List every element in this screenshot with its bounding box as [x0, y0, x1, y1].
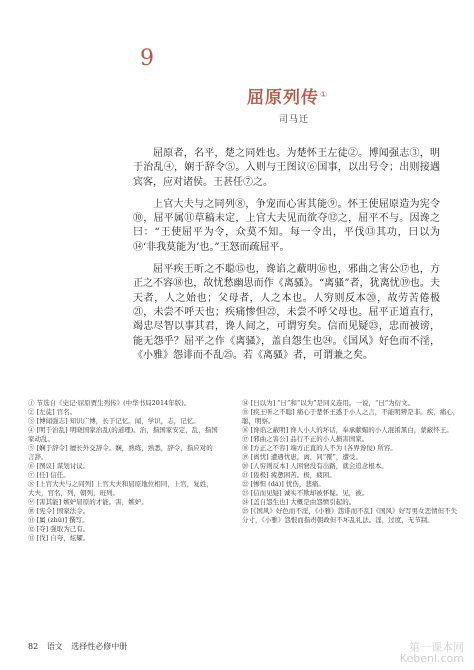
paragraph-3: 屈平疾王听之不聪⑮也，谗谄之蔽明⑯也，邪曲之害公⑰也，方正之不容⑱也，故忧愁幽思而作《离骚》。“离骚”者，犹离忧⑲也。夫天者，人之始也；父母者，人之本也。人穷则反本⑳，故劳苦倦极㉑，未尝不呼天也；疾痛惨怛㉒，未尝不呼父母也。屈平正道直行，竭忠尽智以事其君，谗人间之，可谓穷矣。信而见疑㉓，忠而被谤，能无怨乎？屈平之作《离骚》，盖自怨生也㉔。《国风》好色而不淫，《小雅》怨诽而不乱㉕。若《离骚》者，可谓兼之矣。 — [133, 264, 440, 361]
footnote-item: ④ [明于治乱] 明晓国家治乱(的道理)。治，指国家安定，乱，指国家动乱。 — [28, 426, 218, 443]
footnote-item: ㉓ [信而见疑] 诚实不欺却被怀疑。见，被。 — [242, 489, 369, 497]
footnote-item: ⑮ [疾王听之不聪] 痛心于楚怀王惑于小人之言，不能明辨是非。疾，痛心，聪，明察。 — [242, 408, 460, 425]
watermark-line-2: Kebenl.com — [399, 652, 464, 665]
footnote-item: ㉔ [盖自怨生也] 大概是由怨愤引起的。 — [242, 498, 356, 506]
footnote-item: ⑬ [伐] 自夸，炫耀。 — [28, 534, 90, 542]
footnote-item: ⑯ [谗谄之蔽明] 谗人小人的坏话，奉承献媚的小人混淆黑白，蒙蔽怀王。 — [242, 426, 453, 434]
footnote-item: ⑦ [任] 信任。 — [28, 471, 70, 479]
footnote-item: ㉕ [《国风》好色而不淫，《小雅》怨诽而不乱]《国风》好写男女恋情但不失分寸，《小雅》怨恨而指责朝政但不坏乱礼法。淫，过度，无节制。 — [242, 507, 458, 524]
footnote-item: ⑤ [娴于辞令] 擅长外交辞令。娴，熟练，熟悉，辞令，指应对的言辞。 — [28, 444, 213, 461]
paragraph-2: 上官大夫与之同列⑧，争宠而心害其能⑨。怀王使屈原造为宪令⑩，屈平属⑪草稿未定，上官大夫见而欲夺⑫之，屈平不与。因谗之曰：“王使屈平为令，众莫不知。每一令出，平伐⑬其功，曰以为⑭‘非我莫能为’也。”王怒而疏屈平。 — [133, 198, 440, 253]
footnote-item: ① 节选自《史记·屈原贾生列传》(中华书局2014年版)。 — [28, 399, 191, 407]
footnote-item: ⑥ [图议] 谋划讨议。 — [28, 462, 90, 470]
watermark — [400, 642, 464, 664]
book-label: 选择性必修中册 — [71, 642, 128, 651]
footnote-item: ⑨ [害其能] 嫉妒屈原的才能。害，嫉妒。 — [28, 498, 148, 506]
page-number: 82 — [28, 642, 39, 651]
page-title: 屈原列传 — [247, 88, 319, 108]
footnote-item: ⑲ [离忧] 遭遇忧患。离，同“罹”，遭受。 — [242, 453, 362, 461]
watermark-line-1: 第一课本网 — [409, 641, 464, 654]
footnote-item: ⑫ [夺] 强取为己有。 — [28, 525, 90, 533]
subject-label: 语文 — [46, 642, 63, 651]
footnote-item: ⑩ [宪令] 国家法令。 — [28, 507, 90, 515]
footnotes-left-column — [28, 399, 218, 543]
footnotes-right-column — [242, 399, 462, 525]
footnote-item: ㉑ [倦极] 疲惫困苦。极，疲困。 — [242, 471, 336, 479]
main-text — [133, 147, 440, 371]
footnote-item: ⑪ [属 (zhǔ)] 撰写。 — [28, 516, 89, 524]
paragraph-1: 屈原者，名平，楚之同姓也。为楚怀王左徒②。博闻强志③，明于治乱④，娴于辞令⑤。入则与王图议⑥国事，以出号令；出则接遇宾客，应对诸侯。王甚任⑦之。 — [133, 148, 440, 188]
author-name: 司马迁 — [279, 115, 310, 125]
footnote-item: ⑧ [上官大夫与之同列] 上官大夫和屈原地位相同，上官，复姓，大夫，官名，列，朝列，班列。 — [28, 480, 213, 497]
title-block — [247, 83, 327, 108]
footnote-item: ㉒ [惨怛 (dá)] 忧伤，悲痛。 — [242, 480, 325, 488]
lesson-number: 9 — [140, 46, 154, 71]
footnote-item: ⑭ [曰以为] “曰”和“以为”是同义连用。一说，“曰”为衍文。 — [242, 399, 415, 407]
footnote-item: ⑳ [人穷则反本] 人困窘没有出路，就会追念根本。 — [242, 462, 388, 470]
footnote-item: ⑰ [邪曲之害公] 品行不正的小人损害国家。 — [242, 435, 369, 443]
footnote-item: ③ [博闻强志] 知识广博，长于记忆。闻，学识，志，记忆。 — [28, 417, 200, 425]
title-footnote-marker: ① — [320, 89, 328, 99]
page-footer — [28, 641, 133, 652]
footnote-item: ⑱ [方正之不容] 端方正直的人不为 (各界谗佞) 所容。 — [242, 444, 397, 452]
footnote-item: ② [左徒] 官名。 — [28, 408, 77, 416]
